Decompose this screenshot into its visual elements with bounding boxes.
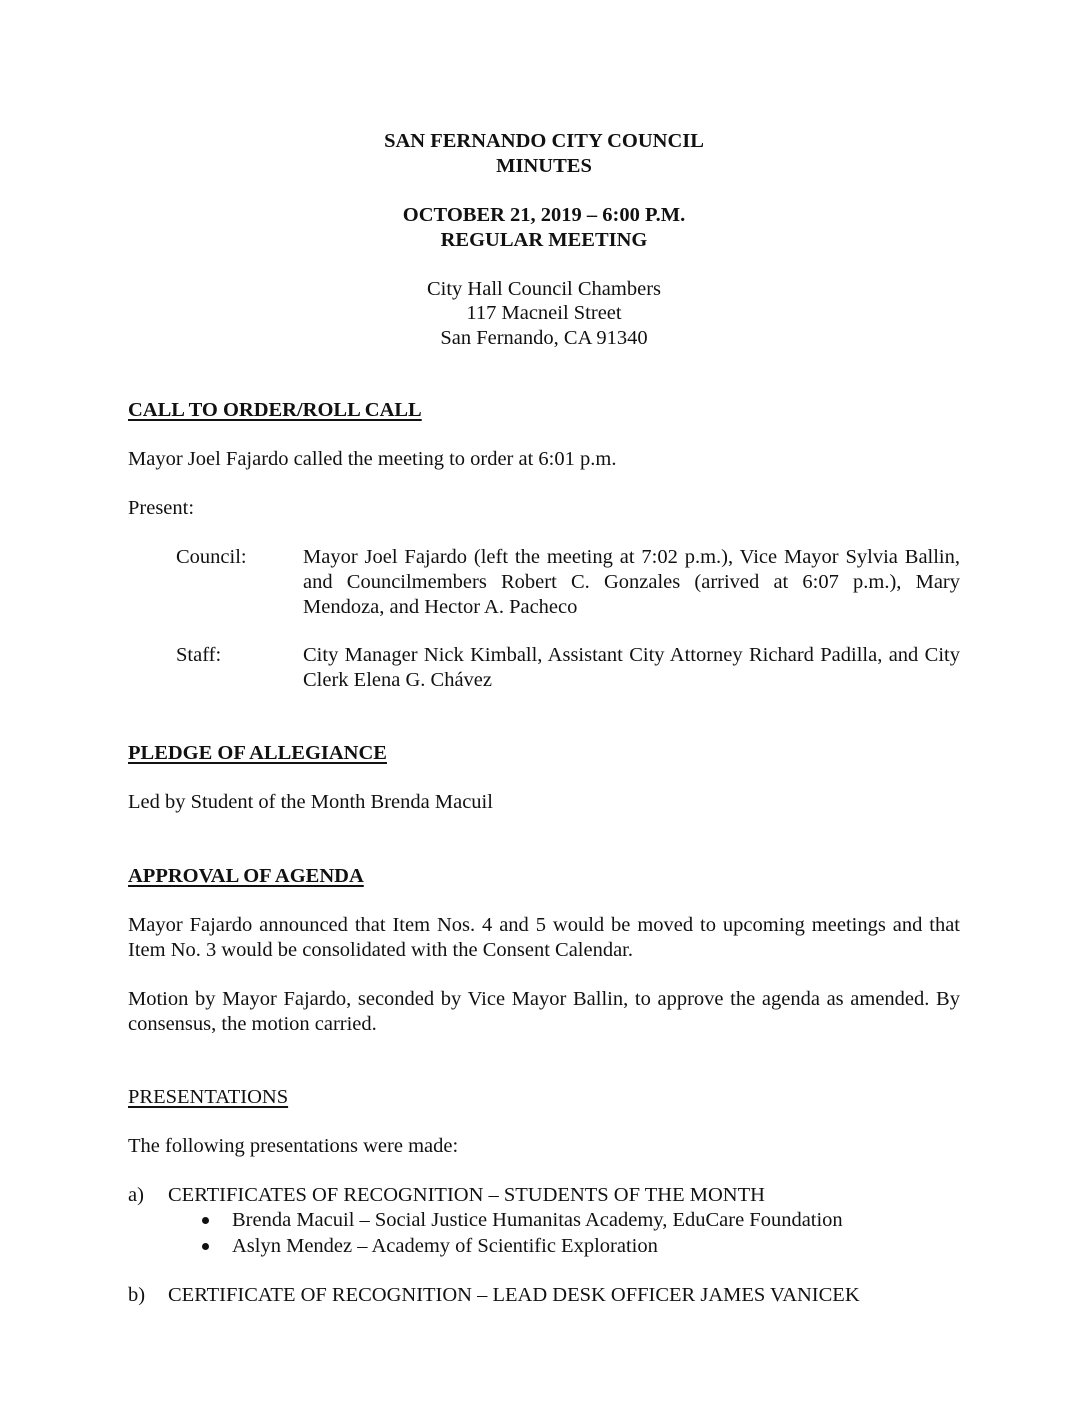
item-a-text: CERTIFICATES OF RECOGNITION – STUDENTS OF THE MONTH xyxy=(168,1184,765,1206)
address-line-3: San Fernando, CA 91340 xyxy=(440,327,648,349)
minutes-title: MINUTES xyxy=(496,155,592,177)
agenda-paragraph-1: Mayor Fajardo announced that Item Nos. 4 and 5 would be moved to upcoming meetings and that Item No. 3 would be consolidated with the Consent Calendar. xyxy=(128,914,960,961)
staff-label: Staff: xyxy=(176,644,222,666)
council-title: SAN FERNANDO CITY COUNCIL xyxy=(384,130,704,152)
item-a-label: a) xyxy=(128,1184,144,1206)
presentations-intro: The following presentations were made: xyxy=(128,1135,459,1157)
call-to-order-heading: CALL TO ORDER/ROLL CALL xyxy=(128,399,422,421)
item-b-label: b) xyxy=(128,1284,146,1306)
bullet-icon xyxy=(202,1217,209,1224)
present-label: Present: xyxy=(128,497,195,519)
address-line-2: 117 Macneil Street xyxy=(466,302,622,324)
call-to-order-text: Mayor Joel Fajardo called the meeting to order at 6:01 p.m. xyxy=(128,448,617,470)
pledge-text: Led by Student of the Month Brenda Macuil xyxy=(128,791,493,813)
presentations-heading: PRESENTATIONS xyxy=(128,1086,289,1108)
pledge-heading: PLEDGE OF ALLEGIANCE xyxy=(128,742,387,764)
meeting-date: OCTOBER 21, 2019 – 6:00 P.M. xyxy=(402,204,686,226)
address-line-1: City Hall Council Chambers xyxy=(426,278,662,300)
list-item: Aslyn Mendez – Academy of Scientific Exploration xyxy=(232,1235,658,1257)
agenda-heading: APPROVAL OF AGENDA xyxy=(128,865,364,887)
bullet-icon xyxy=(202,1243,209,1250)
list-item: Brenda Macuil – Social Justice Humanitas Academy, EduCare Foundation xyxy=(232,1209,843,1231)
council-members: Mayor Joel Fajardo (left the meeting at 7:02 p.m.), Vice Mayor Sylvia Ballin, and Councilmembers Robert C. Gonzales (arrived at 6:07 p.m.), Mary Mendoza, and Hector A. Pacheco xyxy=(303,546,960,618)
agenda-paragraph-2: Motion by Mayor Fajardo, seconded by Vice Mayor Ballin, to approve the agenda as amended. By consensus, the motion carried. xyxy=(128,988,960,1035)
staff-members: City Manager Nick Kimball, Assistant City Attorney Richard Padilla, and City Clerk Elena G. Chávez xyxy=(303,644,960,691)
item-b-text: CERTIFICATE OF RECOGNITION – LEAD DESK OFFICER JAMES VANICEK xyxy=(168,1284,860,1306)
meeting-type: REGULAR MEETING xyxy=(440,229,648,251)
council-label: Council: xyxy=(176,546,247,568)
